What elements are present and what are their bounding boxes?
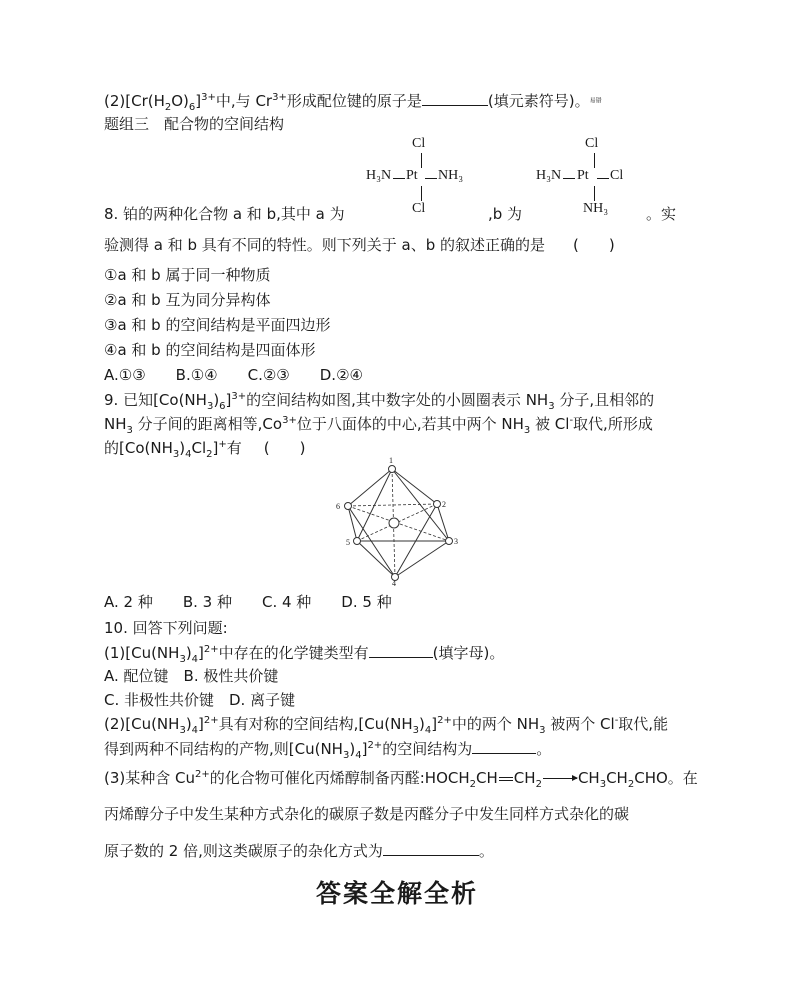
q8-option-4: ④a 和 b 的空间结构是四面体形: [104, 341, 316, 359]
vertex-2: [434, 501, 441, 508]
label-5: 5: [346, 538, 350, 547]
vertex-6: [345, 503, 352, 510]
double-bond: [499, 777, 513, 781]
group3-title: 题组三 配合物的空间结构: [104, 115, 285, 133]
answer-section-title: 答案全解全析: [315, 879, 478, 908]
q8-option-2: ②a 和 b 互为同分异构体: [104, 291, 271, 309]
answer-blank[interactable]: [422, 90, 488, 106]
q10-part3-line2: 丙烯醇分子中发生某种方式杂化的碳原子数是丙醛分子中发生同样方式杂化的碳: [104, 805, 630, 823]
vertex-5: [354, 538, 361, 545]
q8-option-1: ①a 和 b 属于同一种物质: [104, 266, 271, 284]
label-3: 3: [454, 537, 458, 546]
answer-paren[interactable]: ( ): [263, 439, 306, 457]
q9-choices: A. 2 种 B. 3 种 C. 4 种 D. 5 种: [104, 593, 392, 611]
q10-options-cd: C. 非极性共价键 D. 离子键: [104, 691, 296, 709]
q8-stem-c: 。实: [646, 205, 677, 223]
q9-line3: 的$[Co(NH_3)_4Cl_2]^+$有 ( ): [104, 439, 306, 460]
answer-paren[interactable]: ( ): [573, 236, 615, 254]
reaction-arrow-icon: [543, 778, 577, 779]
q10-part2-line1: $(2)[Cu(NH_3)_4]^{2+}$具有对称的空间结构$,[Cu(NH_3)_4]^{2+}$中的两个 $NH_3$ 被两个 Cl-取代,能: [104, 715, 669, 736]
q10-title: 10. 回答下列问题:: [104, 619, 228, 637]
q10-part3-line3: 原子数的 2 倍,则这类碳原子的杂化方式为 。: [104, 842, 494, 860]
answer-blank[interactable]: [383, 840, 479, 856]
q9-line2: $NH_3$ 分子间的距离相等$,Co^{3+}$位于八面体的中心,若其中两个 $NH_3$ 被 Cl-取代,所形成: [104, 415, 653, 436]
label-6: 6: [336, 502, 340, 511]
q10-part1: $(1)[Cu(NH_3)_4]^{2+}$中存在的化学键类型有 (填字母)。: [104, 644, 505, 665]
center-atom: [389, 518, 399, 528]
q10-options-ab: A. 配位键 B. 极性共价键: [104, 667, 279, 685]
label-4: 4: [392, 579, 396, 586]
q8-stem-a: 8. 铂的两种化合物 a 和 b,其中 a 为: [104, 205, 345, 223]
answer-blank[interactable]: [369, 642, 433, 658]
q10-part2-line2: 得到两种不同结构的产物,则$[Cu(NH_3)_4]^{2+}$的空间结构为 。: [104, 740, 552, 761]
vertex-3: [446, 538, 453, 545]
q7-prefix: (2)[Cr(H: [104, 92, 165, 110]
q8-stem-b: ,b 为: [488, 205, 523, 223]
q8-option-3: ③a 和 b 的空间结构是平面四边形: [104, 316, 331, 334]
q10-part3-line1: (3)某种含 $Cu^{2+}$的化合物可催化丙烯醇制备丙醛$:HOCH_2CH$ $CH_2$ $CH_3CH_2CHO$。在: [104, 769, 698, 790]
answer-blank[interactable]: [472, 738, 536, 754]
q7-part2-line: $(2)[Cr(H_2O)_6]^{3+}$中,与 $Cr^{3+}$形成配位键的原子是 (填元素符号)。易错: [104, 92, 602, 113]
label-1: 1: [389, 456, 393, 465]
q8-line2: 验测得 a 和 b 具有不同的特性。则下列关于 a、b 的叙述正确的是 ( ): [104, 236, 615, 254]
octahedron-svg: [332, 456, 466, 586]
q8-choices: A.①③ B.①④ C.②③ D.②④: [104, 366, 363, 384]
vertex-1: [389, 466, 396, 473]
label-2: 2: [442, 500, 446, 509]
error-prone-note: 易错: [589, 97, 602, 105]
q9-line1: 9. 已知$[Co(NH_3)_6]^{3+}$的空间结构如图,其中数字处的小圆圈表示 $NH_3$ 分子,且相邻的: [104, 391, 655, 412]
octahedron-diagram: [332, 456, 466, 586]
